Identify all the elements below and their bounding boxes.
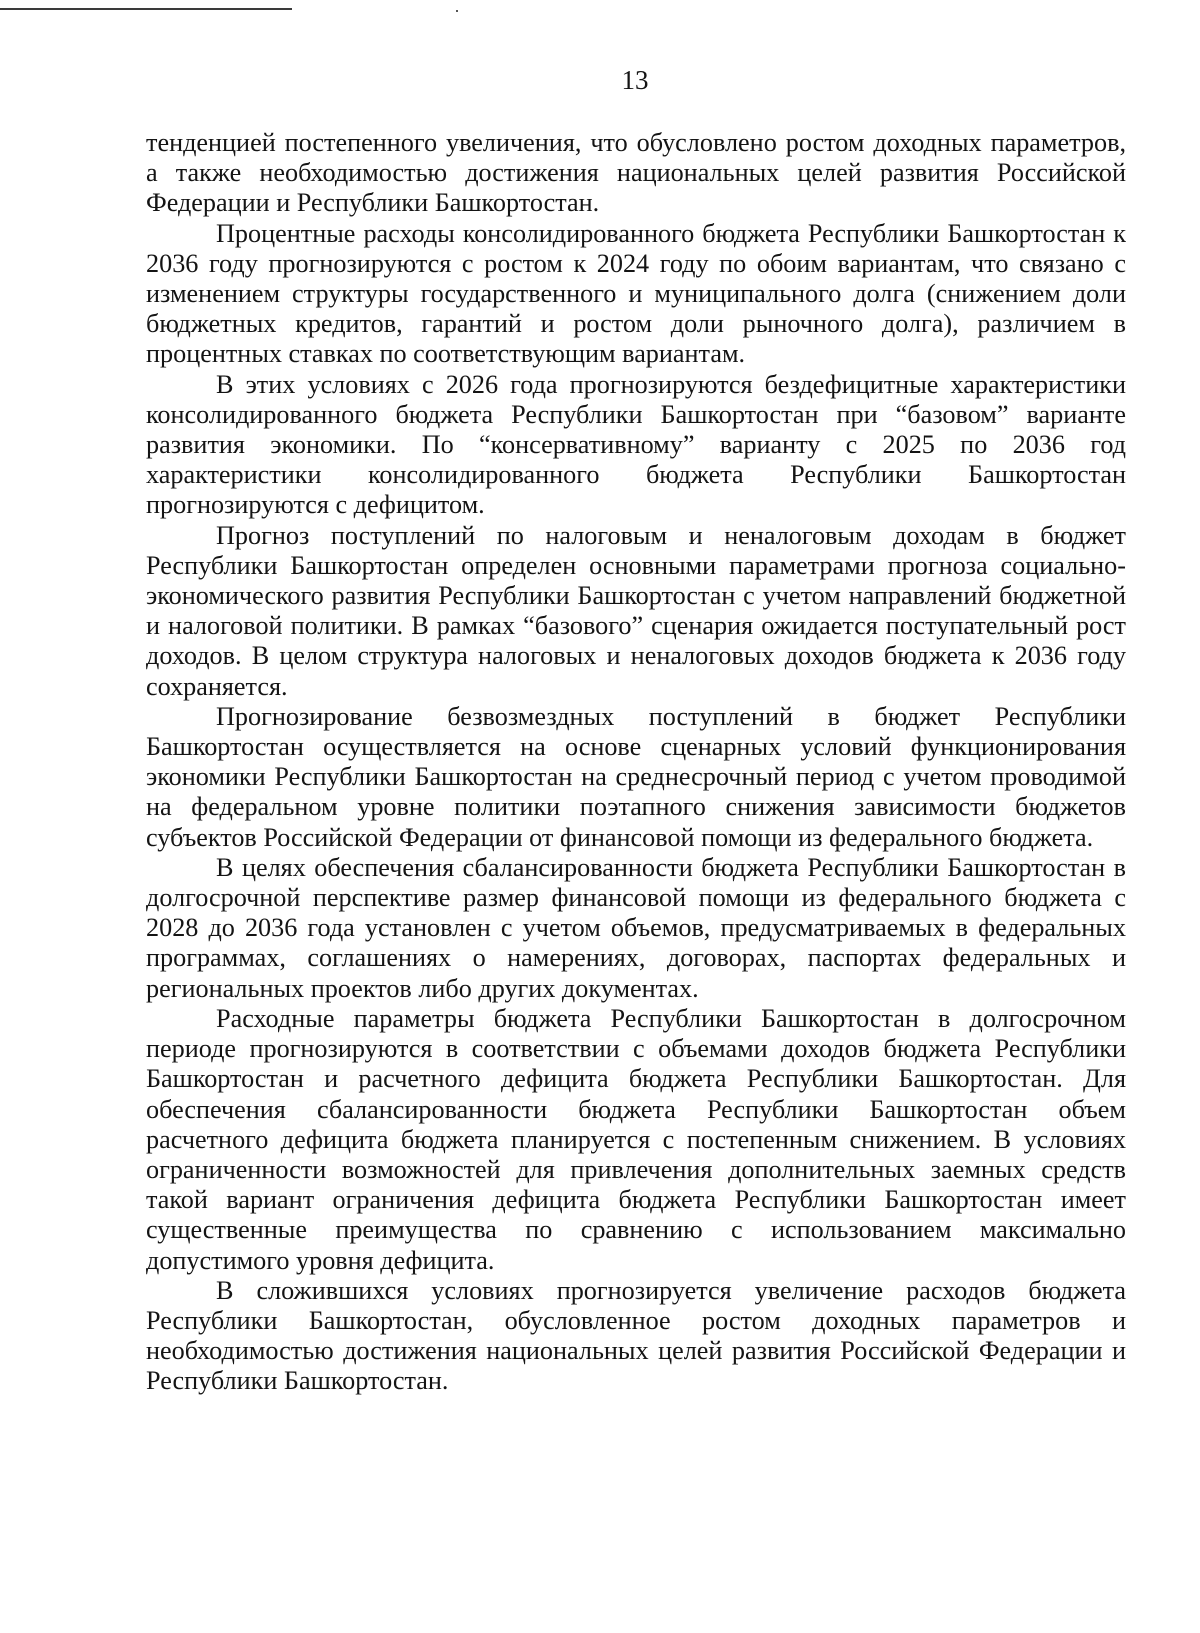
page-number: 13 — [621, 65, 649, 95]
paragraph-expenditure-parameters: Расходные параметры бюджета Республики Башкортостан в долгосрочном периоде прогнозируются в соответствии с объемами доходов бюджета Республики Башкортостан и расчетного дефицита бюджета Республики Башкортостан. Для обеспечения сбалансированности бюджета Республики Башкортостан объем расчетного дефицита бюджета планируется с постепенным снижением. В условиях ограниченности возможностей для привлечения дополнительных заемных средств такой вариант ограничения дефицита бюджета Республики Башкортостан имеет существенные преимущества по сравнению с использованием максимально допустимого уровня дефицита. — [146, 1003, 1126, 1275]
paragraph-continuation: тенденцией постепенного увеличения, что обусловлено ростом доходных параметров, а также необходимостью достижения национальных целей развития Российской Федерации и Республики Башкортостан. — [146, 128, 1126, 218]
paragraph-grants-forecast: Прогнозирование безвозмездных поступлений в бюджет Республики Башкортостан осуществляется на основе сценарных условий функционирования экономики Республики Башкортостан на среднесрочный период с учетом проводимой на федеральном уровне политики поэтапного снижения зависимости бюджетов субъектов Российской Федерации от финансовой помощи из федерального бюджета. — [146, 701, 1126, 852]
scan-speck — [456, 10, 458, 12]
scan-edge-line — [0, 8, 292, 10]
paragraph-tax-revenue-forecast: Прогноз поступлений по налоговым и неналоговым доходам в бюджет Республики Башкортостан определен основными параметрами прогноза социально-экономического развития Республики Башкортостан с учетом направлений бюджетной и налоговой политики. В рамках “базового” сценария ожидается поступательный рост доходов. В целом структура налоговых и неналоговых доходов бюджета к 2036 году сохраняется. — [146, 520, 1126, 701]
paragraph-expenditure-growth: В сложившихся условиях прогнозируется увеличение расходов бюджета Республики Башкортостан, обусловленное ростом доходных параметров и необходимостью достижения национальных целей развития Российской Федерации и Республики Башкортостан. — [146, 1275, 1126, 1396]
paragraph-deficit-free: В этих условиях с 2026 года прогнозируются бездефицитные характеристики консолидированного бюджета Республики Башкортостан при “базовом” варианте развития экономики. По “консервативному” варианту с 2025 по 2036 год характеристики консолидированного бюджета Республики Башкортостан прогнозируются с дефицитом. — [146, 369, 1126, 520]
paragraph-federal-aid: В целях обеспечения сбалансированности бюджета Республики Башкортостан в долгосрочной перспективе размер финансовой помощи из федерального бюджета с 2028 до 2036 года установлен с учетом объемов, предусматриваемых в федеральных программах, соглашениях о намерениях, договорах, паспортах федеральных и региональных проектов либо других документах. — [146, 852, 1126, 1003]
paragraph-interest-expenses: Процентные расходы консолидированного бюджета Республики Башкортостан к 2036 году прогнозируются с ростом к 2024 году по обоим вариантам, что связано с изменением структуры государственного и муниципального долга (снижением доли бюджетных кредитов, гарантий и ростом доли рыночного долга), различием в процентных ставках по соответствующим вариантам. — [146, 218, 1126, 369]
document-body — [146, 128, 1126, 1397]
